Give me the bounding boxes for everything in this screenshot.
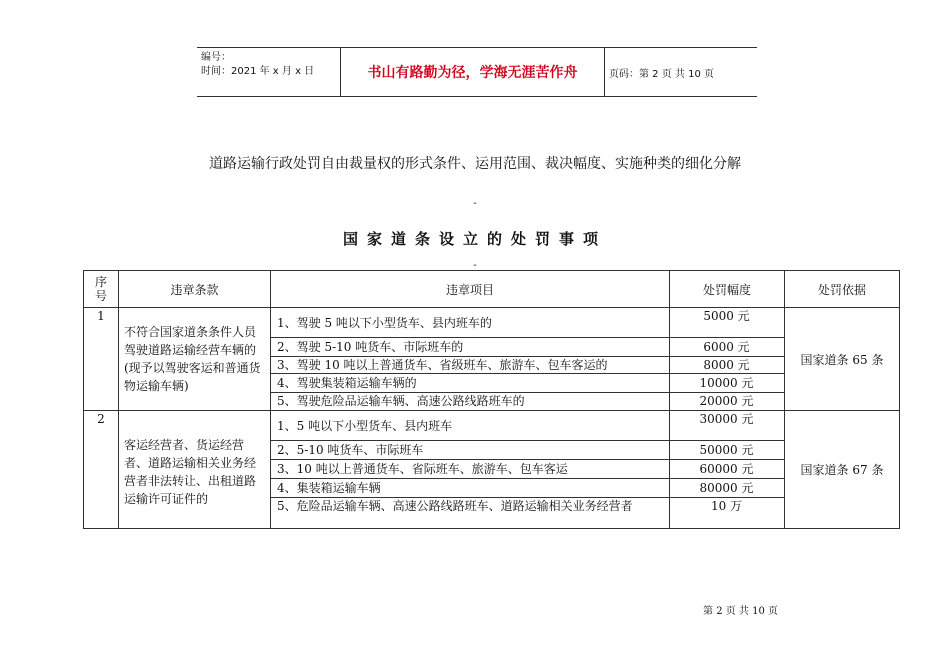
item-row: 3、10 吨以上普通货车、省际班车、旅游车、包车客运: [271, 460, 669, 479]
clause-2: 客运经营者、货运经营者、道路运输相关业务经营者非法转让、出租道路运输许可证件的: [124, 438, 257, 506]
item-row: 4、驾驶集装箱运输车辆的: [271, 374, 669, 393]
item-row: 5、驾驶危险品运输车辆、高速公路线路班车的: [277, 394, 525, 408]
amount-cell: 10 万: [710, 499, 743, 513]
header-motto: 书山有路勤为径，学海无涯苦作舟: [340, 48, 605, 96]
time-label: 时间：2021 年 x 月 x 日: [201, 66, 315, 77]
amount-cell: 5000 元: [669, 308, 784, 338]
item-row: 2、驾驶 5-10 吨货车、市际班车的: [271, 338, 669, 357]
clause-1: 不符合国家道条条件人员驾驶道路运输经营车辆的(现予以驾驶客运和普通货物运输车辆): [124, 325, 261, 393]
document-title: 道路运输行政处罚自由裁量权的形式条件、运用范围、裁决幅度、实施种类的细化分解: [209, 156, 741, 172]
header-page-label: 页码：第 2 页 共 10 页: [609, 68, 714, 80]
separator-dash: -: [473, 260, 477, 271]
header-seq: 序号: [94, 275, 107, 303]
number-label: 编号：: [201, 52, 231, 63]
item-row: 1、驾驶 5 吨以下小型货车、县内班车的: [271, 308, 669, 338]
item-row: 4、集装箱运输车辆: [271, 479, 669, 498]
seq-2: 2: [97, 412, 105, 426]
separator-dash: -: [473, 198, 477, 209]
document-header: [197, 47, 757, 97]
amount-cell: 30000 元: [669, 411, 784, 441]
penalty-table: [83, 270, 900, 529]
section-subtitle: 国家道条设立的处罚事项: [342, 230, 607, 248]
table-line: [118, 271, 119, 528]
item-row: 2、5-10 吨货车、市际班车: [271, 441, 669, 460]
item-row: 3、驾驶 10 吨以上普通货车、省级班车、旅游车、包车客运的: [271, 357, 669, 374]
basis-1: 国家道条 65 条: [800, 352, 884, 367]
amount-cell: 10000 元: [669, 374, 784, 393]
amount-cell: 80000 元: [669, 479, 784, 498]
header-range: 处罚幅度: [702, 282, 751, 297]
item-row: 1、5 吨以下小型货车、县内班车: [271, 411, 669, 441]
amount-cell: 50000 元: [669, 441, 784, 460]
amount-cell: 20000 元: [699, 394, 754, 408]
basis-2: 国家道条 67 条: [800, 463, 884, 477]
page-footer: 第 2 页 共 10 页: [703, 606, 778, 617]
header-basis: 处罚依据: [817, 282, 866, 297]
amount-cell: 8000 元: [669, 357, 784, 374]
item-row: 5、危险品运输车辆、高速公路线路班车、道路运输相关业务经营者: [277, 499, 633, 513]
amount-cell: 6000 元: [669, 338, 784, 357]
header-item: 违章项目: [445, 282, 494, 297]
seq-1: 1: [97, 309, 105, 323]
amount-cell: 60000 元: [669, 460, 784, 479]
header-meta: [201, 51, 337, 79]
header-clause: 违章条款: [170, 282, 219, 297]
